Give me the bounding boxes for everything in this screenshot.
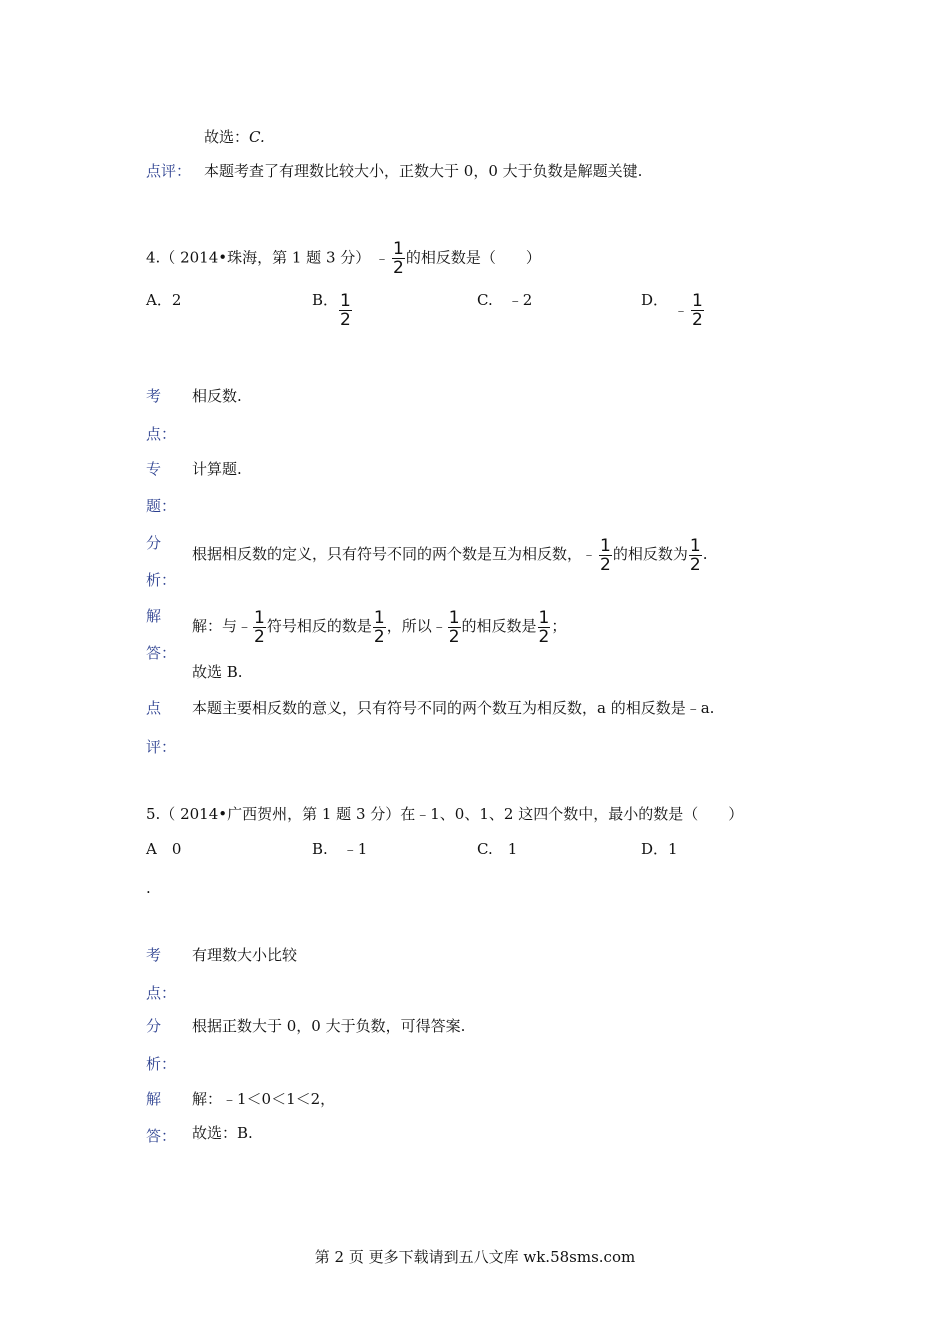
prev-answer [204,127,265,147]
fraction-denominator: 2 [600,554,611,575]
fraction-denominator: 2 [689,554,701,575]
q4-stem-fraction [392,240,405,277]
fraction [538,609,551,646]
fraction [253,609,266,646]
q4-kaodian-text: 相反数. [192,387,242,405]
q5-kaodian-label-2: 点： [146,984,177,1002]
fraction-numerator: 1 [689,535,701,556]
q4-stem [146,240,541,277]
q5-kaodian-label-1: 考 [146,946,162,964]
q4-zhuanti-text: 计算题. [192,460,242,478]
fraction-denominator: 2 [254,626,265,647]
q4-jieda-label-2: 答： [146,644,177,662]
prev-comment-label: 点评： [146,162,192,180]
q4-fenxi-text-part1: 根据相反数的定义，只有符号不同的两个数是互为相反数， [192,545,583,563]
fraction-numerator: 1 [600,535,611,556]
fraction [689,537,702,574]
q4-option-c: C. ﹣2 [477,291,533,309]
q5-option-a: A 0 [146,840,182,858]
q5-option-a-dot: . [146,879,151,897]
q4-zhuanti-label-1: 专 [146,460,162,478]
q5-jieda-line1: 解：﹣1＜0＜1＜2， [192,1090,336,1108]
q5-jieda-label-1: 解 [146,1090,162,1108]
q5-option-b: B. ﹣1 [312,840,368,858]
q4-kaodian-label-2: 点： [146,425,177,443]
q4-jieda-t4: 的相反数是 [461,617,537,635]
q4-jieda-t5: ； [551,617,567,635]
fraction [373,609,386,646]
q4-option-b-label: B． [312,291,339,309]
fraction-numerator: 1 [538,607,550,628]
q5-option-d: D．1 [641,840,678,858]
q4-fenxi-text [192,535,707,574]
q4-option-d-neg: ﹣ [674,302,688,319]
prev-answer-value: C. [249,128,265,146]
q4-fenxi-end: . [702,545,708,563]
q5-fenxi-label-1: 分 [146,1017,162,1035]
fraction [599,537,612,574]
q4-jieda-t2: 符号相反的数是 [266,617,372,635]
fraction-denominator: 2 [393,258,404,278]
q4-jieda-line1 [192,607,566,646]
fraction-numerator: 1 [393,239,404,259]
q5-kaodian-text: 有理数大小比较 [192,946,298,964]
q4-dianping-label-1: 点 [146,699,162,717]
fraction-numerator: 1 [373,607,385,628]
fraction-numerator: 1 [692,291,703,311]
fraction-denominator: 2 [448,626,460,647]
q4-jieda-t1: 解：与﹣ [192,617,253,635]
q4-stem-prefix: 4.（ 2014•珠海，第 1 题 3 分） [146,248,376,267]
q4-fenxi-neg: ﹣ [582,547,597,563]
fraction-denominator: 2 [373,626,385,647]
q4-kaodian-label-1: 考 [146,387,162,405]
q5-jieda-label-2: 答： [146,1127,177,1145]
q4-dianping-label-2: 评： [146,738,177,756]
q4-fenxi-label-1: 分 [146,534,162,552]
q5-jieda-line2: 故选：B. [192,1124,253,1142]
fraction-numerator: 1 [254,607,265,628]
q4-option-d-label: D． [641,291,669,309]
q4-option-a: A．2 [146,291,182,309]
fraction-denominator: 2 [538,626,550,647]
q4-stem-neg: ﹣ [375,250,390,267]
q4-jieda-label-1: 解 [146,607,162,625]
fraction-denominator: 2 [340,310,351,330]
q4-jieda-line2: 故选 B. [192,663,243,681]
q4-fenxi-text-part2: 的相反数为 [612,545,688,563]
q4-dianping-text: 本题主要相反数的意义，只有符号不同的两个数互为相反数，a 的相反数是﹣a. [192,699,715,717]
q5-stem: 5.（ 2014•广西贺州，第 1 题 3 分）在﹣1、0、1、2 这四个数中，最小的数是（ ） [146,805,744,823]
q5-option-c: C. 1 [477,840,518,858]
q4-zhuanti-label-2: 题： [146,497,177,515]
q5-fenxi-label-2: 析： [146,1055,177,1073]
fraction-numerator: 1 [448,607,460,628]
q5-fenxi-text: 根据正数大于 0，0 大于负数，可得答案. [192,1017,466,1035]
q4-stem-suffix: 的相反数是（ ） [405,248,541,267]
prev-comment-text: 本题考查了有理数比较大小，正数大于 0，0 大于负数是解题关键. [204,162,643,180]
prev-answer-prefix: 故选： [204,128,250,146]
fraction-denominator: 2 [692,310,703,330]
q4-jieda-t3: ，所以﹣ [386,617,447,635]
q4-fenxi-label-2: 析： [146,571,177,589]
q4-option-b-fraction [338,292,353,329]
page-footer: 第 2 页 更多下载请到五八文库 wk.58sms.com [314,1248,636,1266]
fraction-numerator: 1 [340,291,351,311]
q4-option-d-value [674,292,705,329]
fraction [448,609,461,646]
